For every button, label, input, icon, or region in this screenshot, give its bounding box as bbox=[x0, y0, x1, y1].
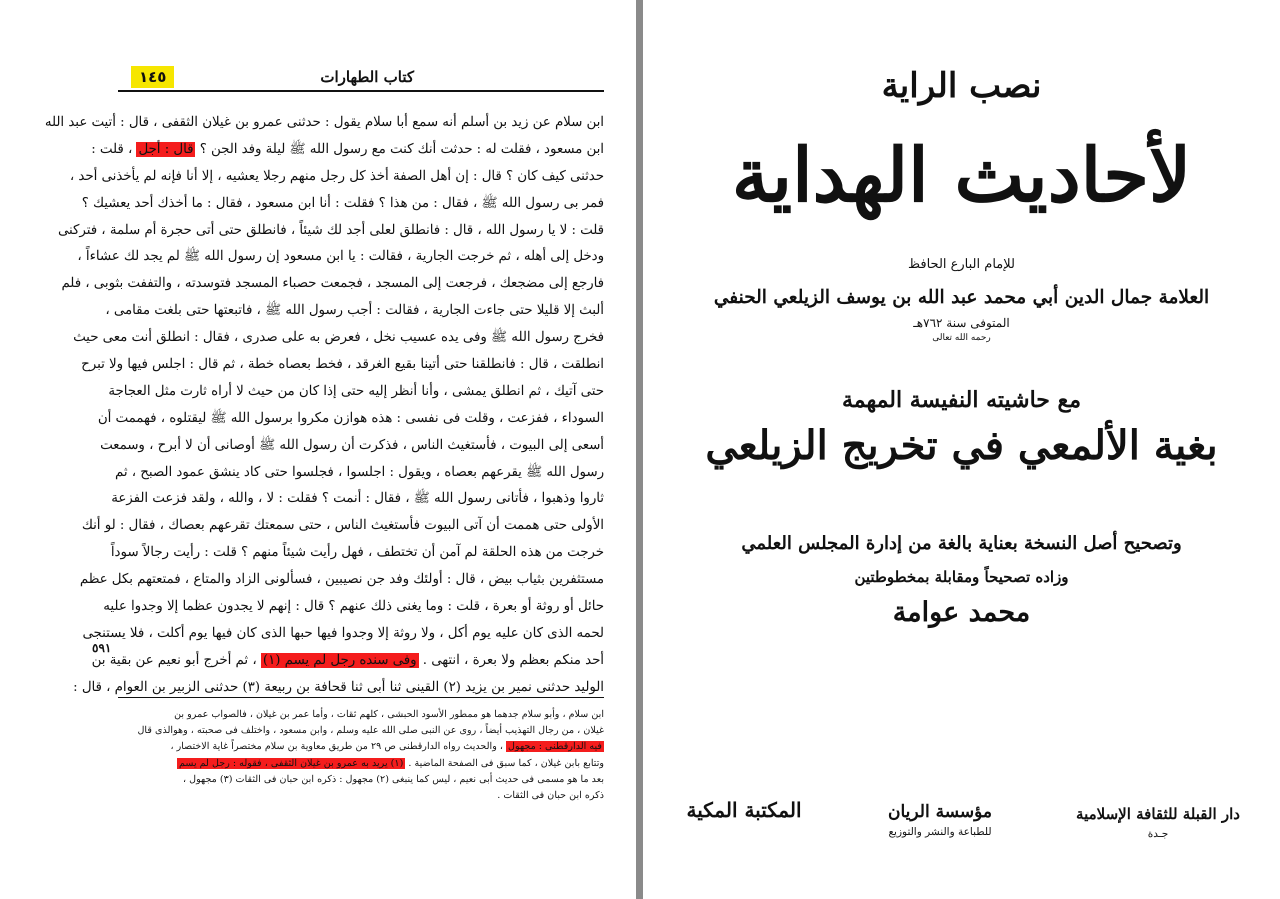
text-line bbox=[100, 433, 604, 460]
author-death: المتوفى سنة ٧٦٢هـ bbox=[913, 316, 1010, 330]
line-text: حائل أو روثة أو بعرة ، قلت : وما يغنى ذلك عنهم ؟ قال : إنهم لا يجدون عظما إلا وجدوا عليه bbox=[103, 599, 604, 615]
line-text: وتتابع بابن غيلان ، كما سبق فى الصفحة الماضية . bbox=[405, 757, 604, 769]
line-text: فارجع إلى مضجعك ، فرجعت إلى المسجد ، فجمعت حصباء المسجد فتوسدته ، والتففت بثوبى ، فلم bbox=[61, 276, 604, 292]
hashiya-intro: مع حاشيته النفيسة المهمة bbox=[841, 387, 1082, 413]
right-page bbox=[643, 0, 1280, 899]
line-text: أسعى إلى البيوت ، فأستغيث الناس ، فذكرت أن رسول الله ﷺ أوصانى أن لا أبرح ، وسمعت bbox=[100, 437, 604, 453]
author-name: العلامة جمال الدين أبي محمد عبد الله بن يوسف الزيلعي الحنفي bbox=[713, 287, 1210, 308]
footnote-line bbox=[112, 772, 604, 788]
text-line bbox=[110, 540, 604, 567]
text-line bbox=[108, 379, 604, 406]
publisher-name: دار القبلة للثقافة الإسلامية bbox=[1076, 805, 1240, 823]
publisher-name: المكتبة المكية bbox=[686, 798, 802, 822]
footnote-rule bbox=[118, 697, 604, 698]
line-text: فخرج رسول الله ﷺ وفى يده عسيب نخل ، فعرض به على صدرى ، فقال : انطلق أنت معى حيث bbox=[73, 330, 604, 346]
footnote-line bbox=[112, 707, 604, 723]
author-prefix: للإمام البارع الحافظ bbox=[908, 257, 1015, 272]
publisher-al-rayyan bbox=[865, 800, 1015, 840]
text-line bbox=[69, 164, 604, 191]
title-kicker: نصب الراية bbox=[881, 66, 1042, 106]
text-line bbox=[105, 298, 604, 325]
publisher-al-makkiya bbox=[679, 798, 809, 822]
highlighted-phrase: فيه الدارقطنى : مجهول bbox=[508, 741, 602, 753]
margin-number: ٥٩١ bbox=[92, 641, 112, 655]
line-text: حدثنى كيف كان ؟ قال : إن أهل الصفة أخذ كل رجل منهم رجلا يعشيه ، إلا أنا فإنه لم يأخذنى أحد ، bbox=[69, 168, 604, 184]
line-text: لحمه الذى كان عليه يوم أكل ، ولا روثة إلا وجدوا فيها حبها الذى كان فيها يوم أكلت ، فلا يستنجى bbox=[82, 625, 604, 641]
publisher-dar-al-qibla bbox=[1063, 802, 1253, 842]
line-text: خرجت من هذه الحلقة لم آمن أن تختطف ، فهل رأيت شيئاً منهم ؟ قلت : رأيت رجالاً سوداً bbox=[110, 545, 604, 561]
edition-line-2: وزاده تصحيحاً ومقابلة بمخطوطتين bbox=[854, 568, 1069, 586]
line-text: ألبث إلا قليلا حتى جاءت الجارية ، فقالت : أجب رسول الله ﷺ ، فاتبعتها حتى بلغت مقامى ، bbox=[105, 303, 604, 319]
line-text: فمر بى رسول الله ﷺ ، فقال : من هذا ؟ فقلت : أنا ابن مسعود ، فقال : ما أخذك أحد يعشيك ؟ bbox=[81, 195, 604, 211]
text-line bbox=[61, 271, 604, 298]
book-title: لأحاديث الهداية bbox=[731, 133, 1192, 219]
line-text: ابن مسعود ، فقلت له : حدثت أنك كنت مع رسول الله ﷺ ليلة وفد الجن ؟ bbox=[195, 141, 604, 157]
text-line bbox=[103, 594, 604, 621]
chapter-title: كتاب الطهارات bbox=[320, 68, 414, 86]
editor-name: محمد عوامة bbox=[892, 597, 1031, 628]
text-line bbox=[44, 110, 604, 137]
line-text: السوداء ، ففزعت ، وقلت فى نفسى : هذه هوازن مكروا برسول الله ﷺ ليقتلوه ، فهممت أن bbox=[97, 410, 604, 426]
line-text: حتى آتيك ، ثم انطلق يمشى ، وأنا أنظر إليه حتى إذا كان من حيث لا أراه ثارت مثل العجاجة bbox=[108, 383, 604, 399]
text-line bbox=[73, 325, 604, 352]
text-line bbox=[91, 137, 604, 164]
text-line bbox=[81, 352, 604, 379]
line-text: بعد ما هو مسمى فى حديث أبى نعيم ، ليس كما ينبغى (٢) مجهول : ذكره ابن حبان فى الثقات (٣) مجهول ، bbox=[182, 773, 604, 785]
highlighted-phrase: وفى سنده رجل لم يسم (١) bbox=[262, 652, 417, 668]
publisher-tagline: للطباعة والنشر والتوزيع bbox=[888, 826, 992, 838]
line-text: ، قلت : bbox=[91, 141, 137, 157]
hashiya-title: بغية الألمعي في تخريج الزيلعي bbox=[705, 422, 1218, 469]
footnote-line bbox=[112, 788, 604, 804]
left-page bbox=[0, 0, 636, 899]
edition-line-1: وتصحيح أصل النسخة بعناية بالغة من إدارة المجلس العلمي bbox=[741, 533, 1182, 554]
line-text: أحد منكم بعظم ولا بعرة ، انتهى . bbox=[418, 652, 604, 668]
line-text: انطلقت ، قال : فانطلقنا حتى أتينا بقيع الغرقد ، فخط بعصاه خطة ، ثم قال : اجلس فيها ولا تبرح bbox=[81, 357, 604, 373]
text-line bbox=[81, 191, 604, 218]
page-number: ١٤٥ bbox=[131, 66, 174, 88]
author-blessing: رحمه الله تعالى bbox=[932, 333, 991, 343]
line-text: مستثفرين بثياب بيض ، قال : أولئك وفد جن نصيبين ، فسألونى الزاد والمتاع ، فمتعتهم بكل عظم bbox=[79, 572, 604, 588]
text-line bbox=[81, 513, 604, 540]
footnotes bbox=[112, 707, 604, 804]
publisher-name: مؤسسة الريان bbox=[887, 802, 992, 822]
line-text: ابن سلام ، وأبو سلام جدهما هو ممطور الأسود الحبشى ، كلهم ثقات ، وأما عمر بن غيلان ، فالصواب عمرو بن bbox=[174, 709, 604, 720]
line-text: ثاروا وذهبوا ، فأتانى رسول الله ﷺ ، فقال : أنمت ؟ فقلت : لا ، والله ، ولقد فزعت الفزعة bbox=[111, 491, 604, 507]
running-head bbox=[118, 64, 604, 92]
text-line bbox=[115, 460, 604, 487]
highlighted-phrase: (١) يريد به عمرو بن غيلان الثقفى ، فقوله : رجل لم يسم bbox=[179, 757, 404, 769]
text-line bbox=[79, 567, 604, 594]
line-text: ، ثم أخرج أبو نعيم عن بقية بن bbox=[91, 652, 261, 668]
line-text: الوليد حدثنى نمير بن يزيد (٢) القينى ثنا أبى ثنا قحافة بن ربيعة (٣) حدثنى الزبير بن العوام ، قال : bbox=[73, 679, 604, 695]
line-text: ، والحديث رواه الدارقطنى ص ٢٩ من طريق معاوية بن سلام مختصراً غاية الاختصار ، bbox=[170, 741, 507, 753]
line-text: رسول الله ﷺ يقرعهم بعصاه ، ويقول : اجلسوا ، فجلسوا حتى كاد ينشق عمود الصبح ، ثم bbox=[115, 464, 604, 480]
line-text: الأولى حتى هممت أن آتى البيوت فأستغيث الناس ، حتى سمعتك تقرعهم بعصاك ، فقال : لو أنك bbox=[81, 518, 604, 534]
footnote-line bbox=[112, 756, 604, 772]
footnote-line bbox=[112, 723, 604, 739]
line-text: ابن سلام عن زيد بن أسلم أنه سمع أبا سلام يقول : حدثنى عمرو بن غيلان الثقفى ، قال : أتيت عبد الله bbox=[44, 115, 604, 130]
text-line bbox=[111, 486, 604, 513]
footnote-line bbox=[112, 739, 604, 755]
line-text: قلت : لا يا رسول الله ، قال : فانطلق لعلى أجد لك شيئاً ، فانطلق حتى أتى حجرة أم سلمة ، فتركنى bbox=[57, 222, 604, 238]
text-line bbox=[57, 218, 604, 245]
line-text: ذكره ابن حبان فى الثقات . bbox=[497, 789, 604, 801]
line-text: ودخل إلى أهله ، ثم خرجت الجارية ، فقالت : يا ابن مسعود إن رسول الله ﷺ لم يجد لك عشاءاً ، bbox=[77, 249, 604, 265]
highlighted-phrase: قال : أجل bbox=[138, 141, 194, 157]
text-line bbox=[77, 244, 604, 271]
text-line bbox=[97, 406, 604, 433]
publisher-city: جـدة bbox=[1147, 828, 1169, 840]
line-text: غيلان ، من رجال التهذيب أيضاً ، روى عن النبى صلى الله عليه وسلم ، وابن مسعود ، واختلف فى صحبته ، وهوالذى قال bbox=[137, 725, 604, 737]
